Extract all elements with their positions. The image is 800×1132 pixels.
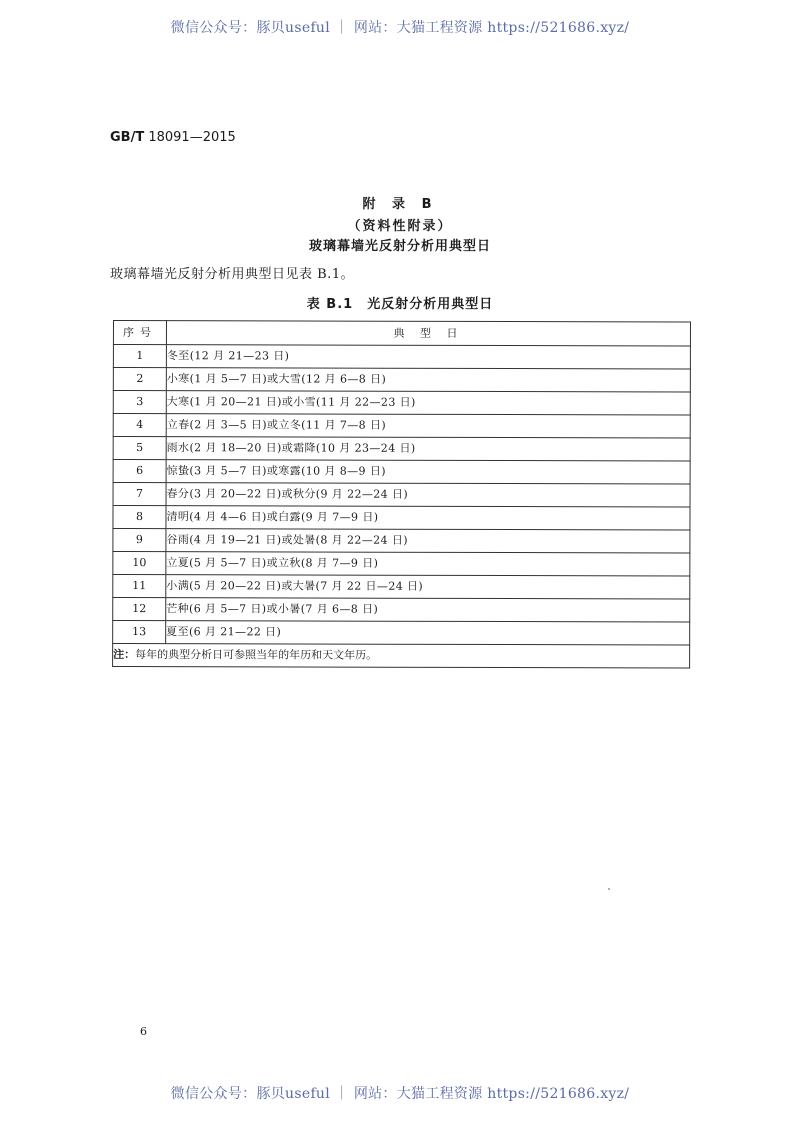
table-row — [113, 460, 690, 485]
row-typical-day: 小满(5 月 20—22 日)或大暑(7 月 22 日—24 日) — [166, 575, 690, 599]
watermark-top: 微信公众号：豚贝useful ｜ 网站：大猫工程资源 https://521686.xyz/ — [170, 20, 630, 36]
table-row — [113, 345, 690, 370]
row-index: 11 — [113, 575, 166, 598]
row-typical-day: 立春(2 月 3—5 日)或立冬(11 月 7—8 日) — [166, 414, 690, 438]
appendix-name: 玻璃幕墙光反射分析用典型日 — [308, 239, 491, 254]
table-row — [113, 414, 690, 439]
row-index: 2 — [113, 368, 166, 391]
row-index: 12 — [113, 598, 166, 621]
table-row — [113, 529, 690, 554]
table-row — [113, 368, 690, 393]
table-title: 表 B.1 光反射分析用典型日 — [306, 297, 494, 312]
row-typical-day: 清明(4 月 4—6 日)或白露(9 月 7—9 日) — [166, 506, 690, 530]
note-label: 注： — [113, 648, 136, 662]
row-index: 8 — [113, 506, 166, 529]
row-index: 1 — [113, 345, 166, 368]
row-typical-day: 夏至(6 月 21—22 日) — [166, 621, 690, 645]
row-index: 10 — [113, 552, 166, 575]
row-index: 13 — [113, 621, 166, 644]
row-index: 7 — [113, 483, 166, 506]
row-typical-day: 立夏(5 月 5—7 日)或立秋(8 月 7—9 日) — [166, 552, 690, 576]
table-row — [113, 483, 690, 508]
standard-number: 18091—2015 — [148, 130, 236, 145]
row-index: 5 — [113, 437, 166, 460]
row-typical-day: 大寒(1 月 20—21 日)或小雪(11 月 22—23 日) — [166, 391, 690, 415]
row-index: 6 — [113, 460, 166, 483]
appendix-title: 附 录 B — [362, 197, 438, 212]
header-typical-day: 典 型 日 — [166, 321, 690, 346]
standard-prefix: GB/T — [110, 130, 145, 145]
scan-speck — [608, 888, 610, 890]
body-paragraph: 玻璃幕墙光反射分析用典型日见表 B.1。 — [110, 267, 355, 282]
table-row — [113, 437, 690, 462]
appendix-type: （资料性附录） — [347, 219, 453, 234]
row-typical-day: 冬至(12 月 21—23 日) — [166, 345, 690, 369]
row-index: 4 — [113, 414, 166, 437]
table-note-row — [113, 644, 690, 669]
row-typical-day: 芒种(6 月 5—7 日)或小暑(7 月 6—8 日) — [166, 598, 690, 622]
standard-code — [110, 130, 236, 145]
watermark-bottom: 微信公众号：豚贝useful ｜ 网站：大猫工程资源 https://521686.xyz/ — [170, 1086, 630, 1102]
row-typical-day: 谷雨(4 月 19—21 日)或处暑(8 月 22—24 日) — [166, 529, 690, 553]
row-typical-day: 春分(3 月 20—22 日)或秋分(9 月 22—24 日) — [166, 483, 690, 507]
row-index: 9 — [113, 529, 166, 552]
table-row — [113, 552, 690, 577]
table-row — [113, 391, 690, 416]
table-row — [113, 598, 690, 623]
table-row — [113, 575, 690, 600]
row-index: 3 — [113, 391, 166, 414]
table-row — [113, 506, 690, 531]
row-typical-day: 小寒(1 月 5—7 日)或大雪(12 月 6—8 日) — [166, 368, 690, 392]
table-note — [113, 644, 690, 669]
row-typical-day: 雨水(2 月 18—20 日)或霜降(10 月 23—24 日) — [166, 437, 690, 461]
table-row — [113, 621, 690, 646]
table-header-row — [113, 321, 690, 347]
header-index: 序号 — [113, 321, 166, 345]
row-typical-day: 惊蛰(3 月 5—7 日)或寒露(10 月 8—9 日) — [166, 460, 690, 484]
note-text: 每年的典型分析日可参照当年的年历和天文年历。 — [135, 648, 378, 662]
page-number: 6 — [140, 1025, 147, 1038]
typical-days-table — [112, 320, 691, 669]
